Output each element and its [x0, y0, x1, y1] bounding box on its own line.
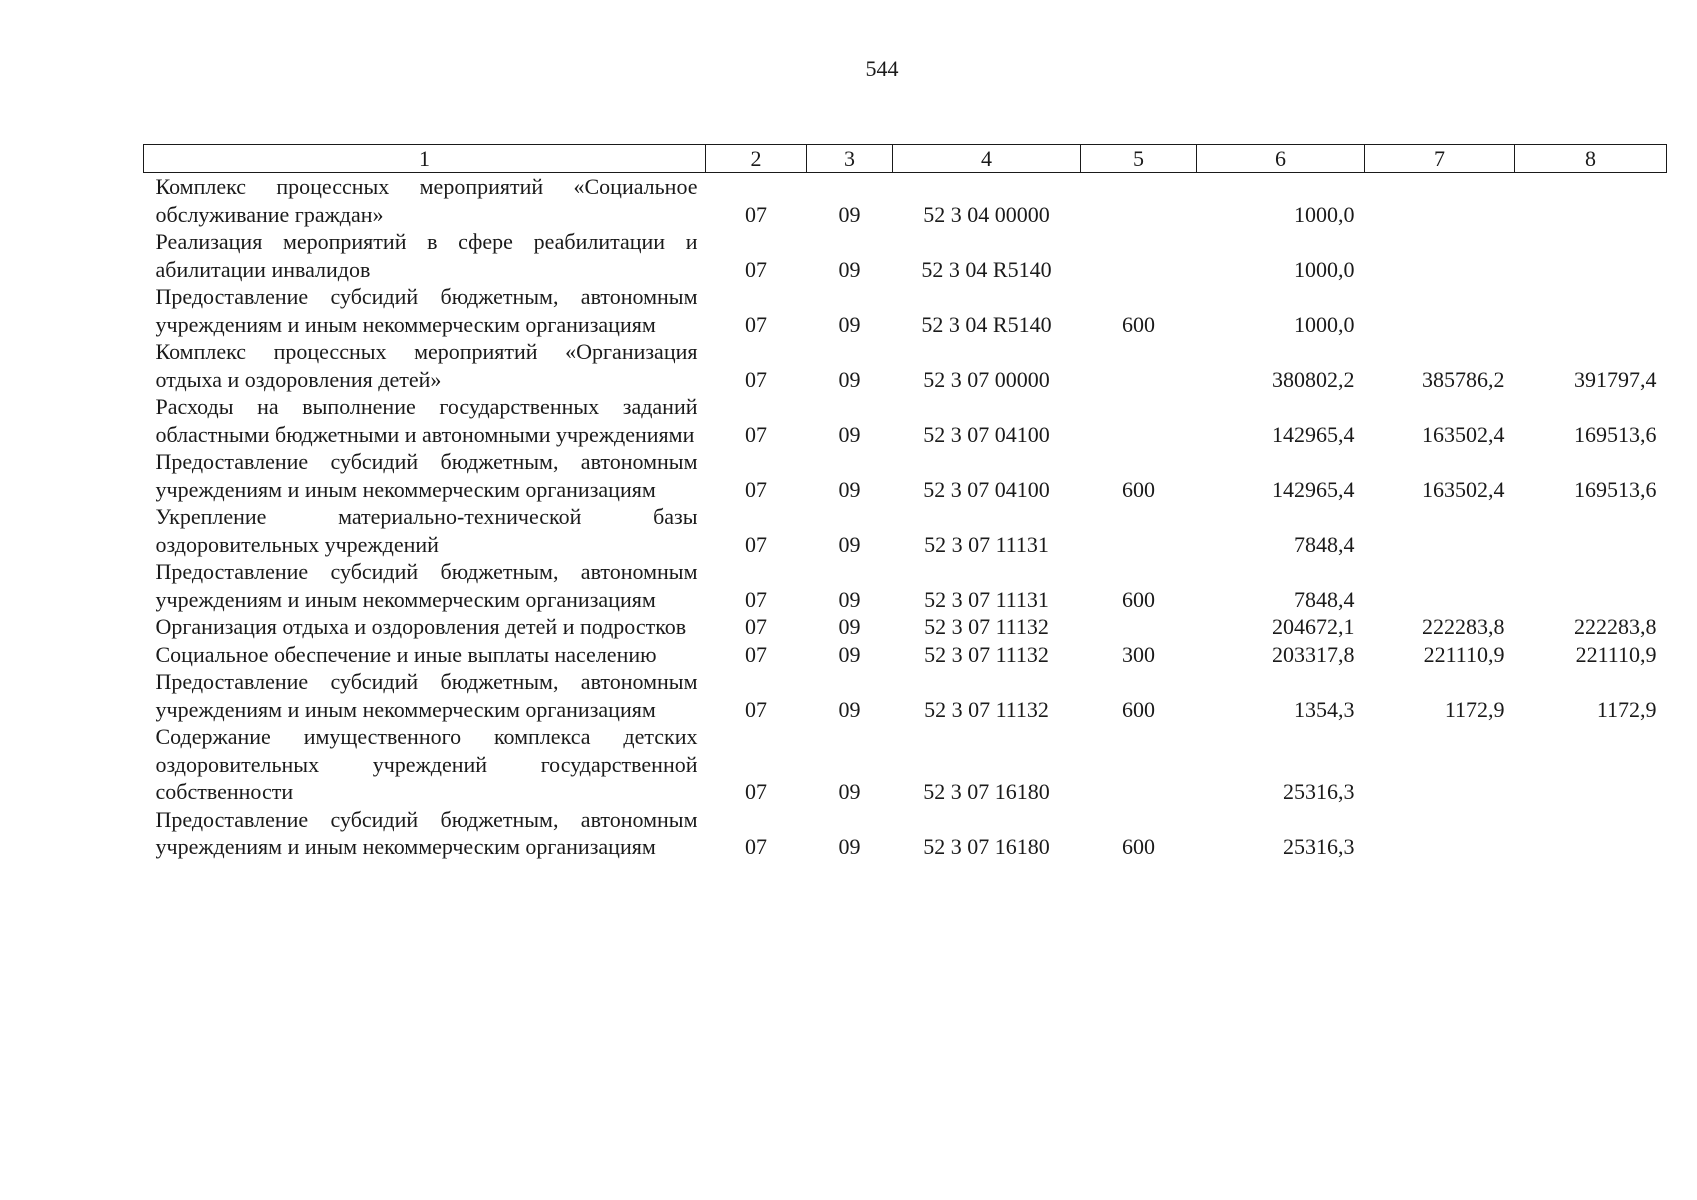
amount-year-2: 163502,4 [1422, 421, 1505, 447]
header-row [144, 145, 1667, 173]
amount-year-1: 7848,4 [1294, 531, 1355, 557]
table-row [144, 338, 1667, 393]
amount-year-1: 25316,3 [1283, 779, 1355, 804]
amount-year-2 [1365, 723, 1515, 806]
table-row [144, 393, 1667, 448]
amount-year-1: 25316,3 [1283, 834, 1355, 859]
table-row [144, 448, 1667, 503]
target-article-code: 52 3 04 00000 [923, 201, 1050, 227]
budget-table [143, 144, 1667, 861]
amount-year-1: 142965,4 [1272, 476, 1355, 502]
table-body [144, 173, 1667, 861]
amount-year-3 [1515, 283, 1667, 338]
target-article-code: 52 3 07 11132 [924, 614, 1049, 639]
expense-type-code [1081, 613, 1197, 641]
amount-year-1: 142965,4 [1272, 421, 1355, 447]
item-name: Предоставление субсидий бюджетным, автономным учреждениям и иным некоммерческим организациям [155, 284, 698, 337]
amount-year-3 [1515, 558, 1667, 613]
amount-year-1: 1000,0 [1294, 311, 1355, 337]
expense-type-code [1081, 393, 1197, 448]
amount-year-2: 163502,4 [1422, 476, 1505, 502]
table-row [144, 228, 1667, 283]
amount-year-2 [1365, 173, 1515, 229]
amount-year-3 [1515, 228, 1667, 283]
section-code: 07 [745, 696, 767, 722]
amount-year-2 [1365, 558, 1515, 613]
column-header-8: 8 [1515, 145, 1667, 173]
amount-year-1: 1000,0 [1294, 201, 1355, 227]
amount-year-2: 1172,9 [1444, 696, 1505, 722]
subsection-code: 09 [838, 366, 861, 392]
item-name: Комплекс процессных мероприятий «Организация отдыха и оздоровления детей» [155, 339, 698, 392]
table-row [144, 641, 1667, 669]
page-number: 544 [865, 56, 899, 81]
subsection-code: 09 [838, 586, 861, 612]
item-name: Укрепление материально-технической базы оздоровительных учреждений [155, 504, 698, 557]
item-name: Комплекс процессных мероприятий «Социальное обслуживание граждан» [155, 174, 698, 227]
expense-type-code [1081, 723, 1197, 806]
amount-year-3 [1515, 723, 1667, 806]
amount-year-3: 169513,6 [1574, 421, 1657, 447]
amount-year-3 [1515, 173, 1667, 229]
target-article-code: 52 3 07 11131 [924, 531, 1049, 557]
expense-type-code: 600 [1122, 586, 1155, 612]
target-article-code: 52 3 07 16180 [923, 834, 1050, 859]
column-header-4: 4 [893, 145, 1081, 173]
subsection-code: 09 [838, 421, 861, 447]
amount-year-2: 221110,9 [1423, 641, 1505, 667]
target-article-code: 52 3 07 00000 [923, 366, 1050, 392]
item-name: Предоставление субсидий бюджетным, автономным учреждениям и иным некоммерческим организациям [155, 806, 698, 859]
column-header-3: 3 [807, 145, 893, 173]
target-article-code: 52 3 07 04100 [923, 421, 1050, 447]
expense-type-code [1081, 173, 1197, 229]
column-header-7: 7 [1365, 145, 1515, 173]
amount-year-1: 380802,2 [1272, 366, 1355, 392]
target-article-code: 52 3 07 16180 [923, 779, 1050, 804]
expense-type-code: 600 [1122, 696, 1155, 722]
target-article-code: 52 3 04 R5140 [921, 256, 1052, 282]
expense-type-code [1081, 228, 1197, 283]
section-code: 07 [745, 201, 767, 227]
table-row [144, 668, 1667, 723]
table-row [144, 503, 1667, 558]
section-code: 07 [745, 476, 767, 502]
subsection-code: 09 [838, 779, 861, 804]
subsection-code: 09 [838, 834, 861, 859]
table-row [144, 173, 1667, 229]
section-code: 07 [745, 834, 767, 859]
subsection-code: 09 [838, 201, 861, 227]
item-name: Расходы на выполнение государственных заданий областными бюджетными и автономными учреждениями [155, 394, 698, 447]
amount-year-1: 204672,1 [1272, 614, 1355, 639]
item-name: Организация отдыха и оздоровления детей и подростков [155, 614, 687, 639]
amount-year-3 [1515, 503, 1667, 558]
expense-type-code: 600 [1122, 311, 1155, 337]
expense-type-code: 300 [1122, 641, 1155, 667]
subsection-code: 09 [838, 696, 861, 722]
table-header [144, 145, 1667, 173]
item-name: Предоставление субсидий бюджетным, автономным учреждениям и иным некоммерческим организациям [155, 669, 698, 722]
amount-year-3: 169513,6 [1574, 476, 1657, 502]
expense-type-code [1081, 503, 1197, 558]
amount-year-1: 7848,4 [1294, 586, 1355, 612]
amount-year-3: 222283,8 [1574, 614, 1657, 639]
target-article-code: 52 3 07 11132 [924, 641, 1049, 667]
table-row [144, 613, 1667, 641]
section-code: 07 [745, 614, 767, 639]
amount-year-3: 391797,4 [1574, 366, 1657, 392]
amount-year-3: 221110,9 [1575, 641, 1657, 667]
amount-year-3 [1515, 806, 1667, 861]
subsection-code: 09 [838, 531, 861, 557]
amount-year-1: 1354,3 [1294, 696, 1355, 722]
section-code: 07 [745, 311, 767, 337]
subsection-code: 09 [838, 614, 861, 639]
section-code: 07 [745, 366, 767, 392]
column-header-1: 1 [144, 145, 706, 173]
target-article-code: 52 3 04 R5140 [921, 311, 1052, 337]
column-header-2: 2 [706, 145, 807, 173]
subsection-code: 09 [838, 476, 861, 502]
amount-year-1: 203317,8 [1272, 641, 1355, 667]
amount-year-2: 222283,8 [1422, 614, 1505, 639]
section-code: 07 [745, 779, 767, 804]
target-article-code: 52 3 07 11132 [924, 696, 1049, 722]
table-row [144, 283, 1667, 338]
amount-year-2 [1365, 806, 1515, 861]
item-name: Предоставление субсидий бюджетным, автономным учреждениям и иным некоммерческим организациям [155, 449, 698, 502]
amount-year-3: 1172,9 [1596, 696, 1657, 722]
expense-type-code [1081, 338, 1197, 393]
column-header-6: 6 [1197, 145, 1365, 173]
item-name: Предоставление субсидий бюджетным, автономным учреждениям и иным некоммерческим организациям [155, 559, 698, 612]
subsection-code: 09 [838, 311, 861, 337]
amount-year-2 [1365, 228, 1515, 283]
target-article-code: 52 3 07 11131 [924, 586, 1049, 612]
table-row [144, 558, 1667, 613]
amount-year-2 [1365, 503, 1515, 558]
item-name: Содержание имущественного комплекса детских оздоровительных учреждений государственной собственности [155, 724, 698, 804]
amount-year-2: 385786,2 [1422, 366, 1505, 392]
item-name: Социальное обеспечение и иные выплаты населению [155, 641, 657, 667]
section-code: 07 [745, 531, 767, 557]
section-code: 07 [745, 256, 767, 282]
subsection-code: 09 [838, 256, 861, 282]
expense-type-code: 600 [1122, 834, 1155, 859]
table-row [144, 806, 1667, 861]
item-name: Реализация мероприятий в сфере реабилитации и абилитации инвалидов [155, 229, 698, 282]
section-code: 07 [745, 421, 767, 447]
column-header-5: 5 [1081, 145, 1197, 173]
target-article-code: 52 3 07 04100 [923, 476, 1050, 502]
amount-year-1: 1000,0 [1294, 256, 1355, 282]
section-code: 07 [745, 641, 767, 667]
subsection-code: 09 [838, 641, 861, 667]
amount-year-2 [1365, 283, 1515, 338]
table-row [144, 723, 1667, 806]
expense-type-code: 600 [1122, 476, 1155, 502]
section-code: 07 [745, 586, 767, 612]
